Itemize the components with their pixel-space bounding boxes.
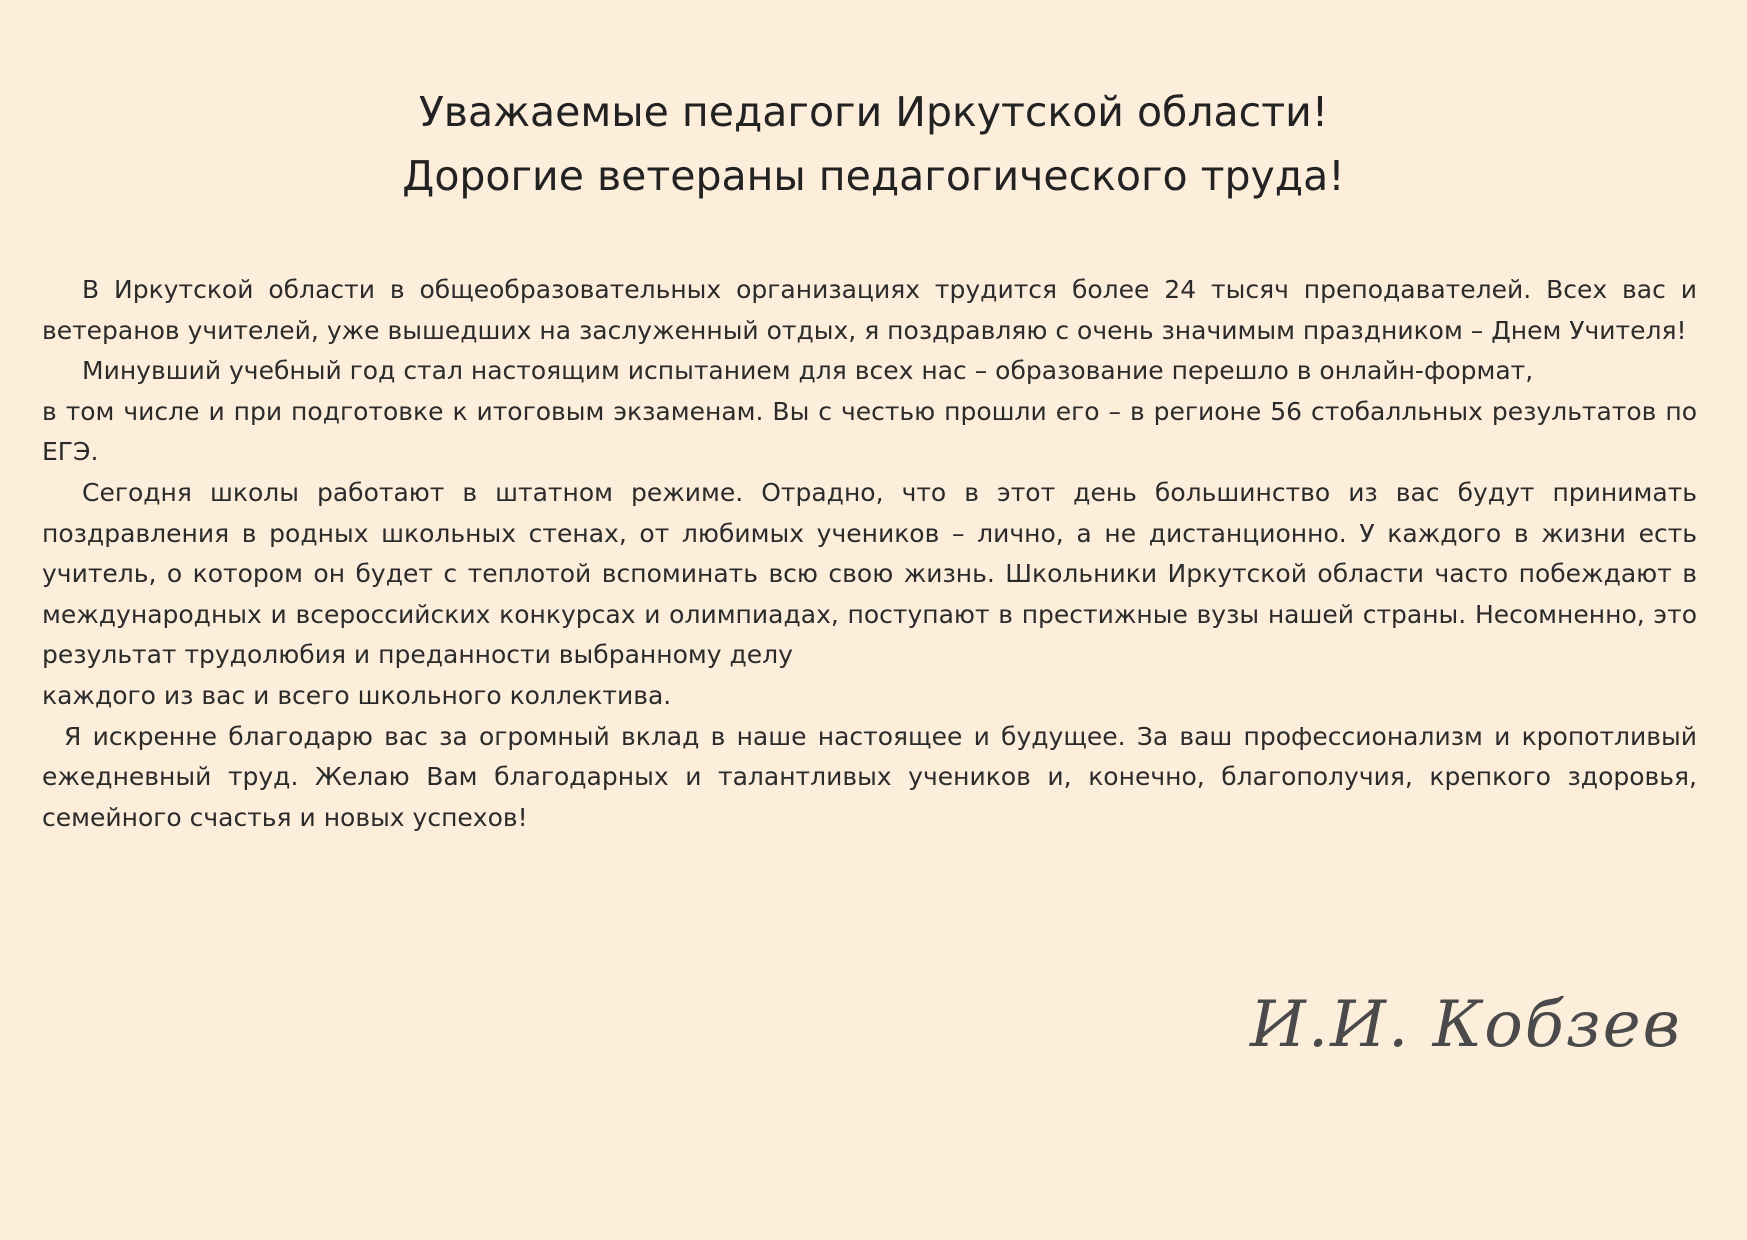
signature: И.И. Кобзев (1250, 988, 1682, 1062)
greeting-heading-line-1: Уважаемые педагоги Иркутской области! (418, 88, 1329, 136)
paragraph-past-year: Минувший учебный год стал настоящим испытанием для всех нас – образование перешло в онлайн-формат, (82, 356, 1534, 386)
paragraph-exams: в том числе и при подготовке к итоговым экзаменам. Вы с честью прошли его – в регионе 56 стобалльных результатов по ЕГЭ. (42, 396, 1697, 467)
paragraph-schools-today: Сегодня школы работают в штатном режиме. Отрадно, что в этот день большинство из вас будут принимать поздравления в родных школьных стенах, от любимых учеников – лично, а не дистанционно. У каждого в жизни есть учитель, о котором он будет с теплотой вспоминать всю свою жизнь. Школьники Иркутской области часто побеждают в международных и всероссийских конкурсах и олимпиадах, поступают в престижные вузы нашей страны. Несомненно, это результат трудолюбия и преданности выбранному делу (42, 477, 1697, 670)
paragraph-collective: каждого из вас и всего школьного коллектива. (42, 680, 672, 710)
paragraph-teachers-count: В Иркутской области в общеобразовательных организациях трудится более 24 тысяч преподавателей. Всех вас и ветеранов учителей, уже вышедших на заслуженный отдых, я поздравляю с очень значимым праздником – Днем Учителя! (42, 275, 1697, 345)
letter-body (42, 270, 1697, 838)
paragraph-gratitude: Я искренне благодарю вас за огромный вклад в наше настоящее и будущее. За ваш профессионализм и кропотливый ежедневный труд. Желаю Вам благодарных и талантливых учеников и, конечно, благополучия, крепкого здоровья, семейного счастья и новых успехов! (42, 721, 1697, 832)
greeting-heading (0, 80, 1747, 208)
greeting-heading-line-2: Дорогие ветераны педагогического труда! (402, 152, 1345, 200)
